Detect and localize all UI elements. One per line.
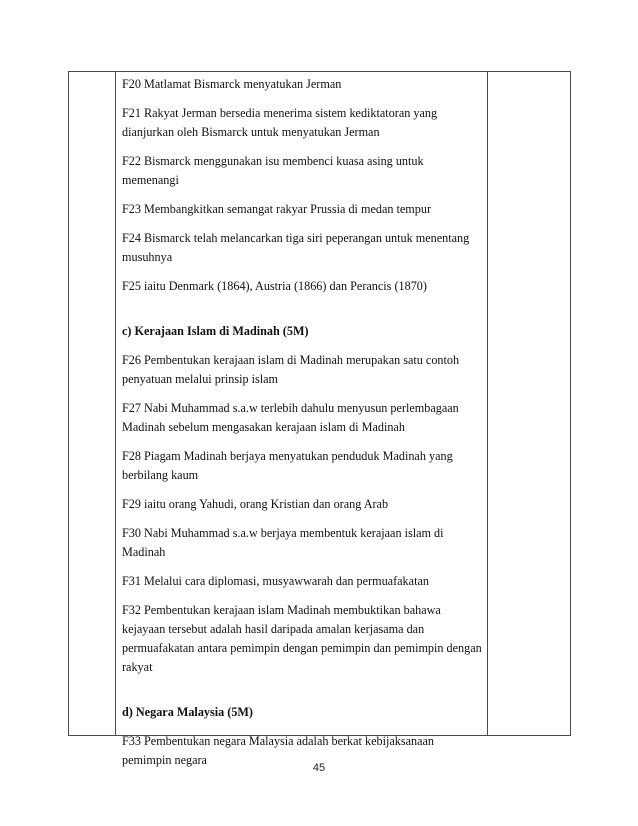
answer-point-f29: F29 iaitu orang Yahudi, orang Kristian dan orang Arab [122,497,389,511]
section-heading-d: d) Negara Malaysia (5M) [122,705,253,719]
answer-point-f27: F27 Nabi Muhammad s.a.w terlebih dahulu menyusun perlembagaan Madinah sebelum mengasakan kerajaan islam di Madinah [122,401,459,434]
answer-point-f21: F21 Rakyat Jerman bersedia menerima sistem kediktatoran yang dianjurkan oleh Bismarck untuk menyatukan Jerman [122,106,438,139]
answer-point-f32: F32 Pembentukan kerajaan islam Madinah membuktikan bahawa kejayaan tersebut adalah hasil daripada amalan kerjasama dan permuafakatan antara pemimpin dengan pemimpin dan pemimpin dengan rakyat [122,603,482,674]
answer-point-f33: F33 Pembentukan negara Malaysia adalah berkat kebijaksanaan pemimpin negara [122,734,435,767]
answer-content-column [116,72,487,767]
answer-point-f28: F28 Piagam Madinah berjaya menyatukan penduduk Madinah yang berbilang kaum [122,449,453,482]
answer-point-f24: F24 Bismarck telah melancarkan tiga siri peperangan untuk menentang musuhnya [122,231,470,264]
left-margin-column [69,72,116,735]
section-heading-c: c) Kerajaan Islam di Madinah (5M) [122,324,309,338]
answer-point-f31: F31 Melalui cara diplomasi, musyawwarah dan permuafakatan [122,574,429,588]
answer-point-f25: F25 iaitu Denmark (1864), Austria (1866) dan Perancis (1870) [122,279,427,293]
answer-point-f22: F22 Bismarck menggunakan isu membenci kuasa asing untuk memenangi [122,154,424,187]
answer-point-f26: F26 Pembentukan kerajaan islam di Madinah merupakan satu contoh penyatuan melalui prinsip islam [122,353,460,386]
marks-column [487,72,570,735]
answer-point-f23: F23 Membangkitkan semangat rakyar Prussia di medan tempur [122,202,432,216]
answer-point-f30: F30 Nabi Muhammad s.a.w berjaya membentuk kerajaan islam di Madinah [122,526,444,559]
answer-table [68,71,571,767]
answer-point-f20: F20 Matlamat Bismarck menyatukan Jerman [122,77,342,91]
page-number: 45 [312,762,326,774]
